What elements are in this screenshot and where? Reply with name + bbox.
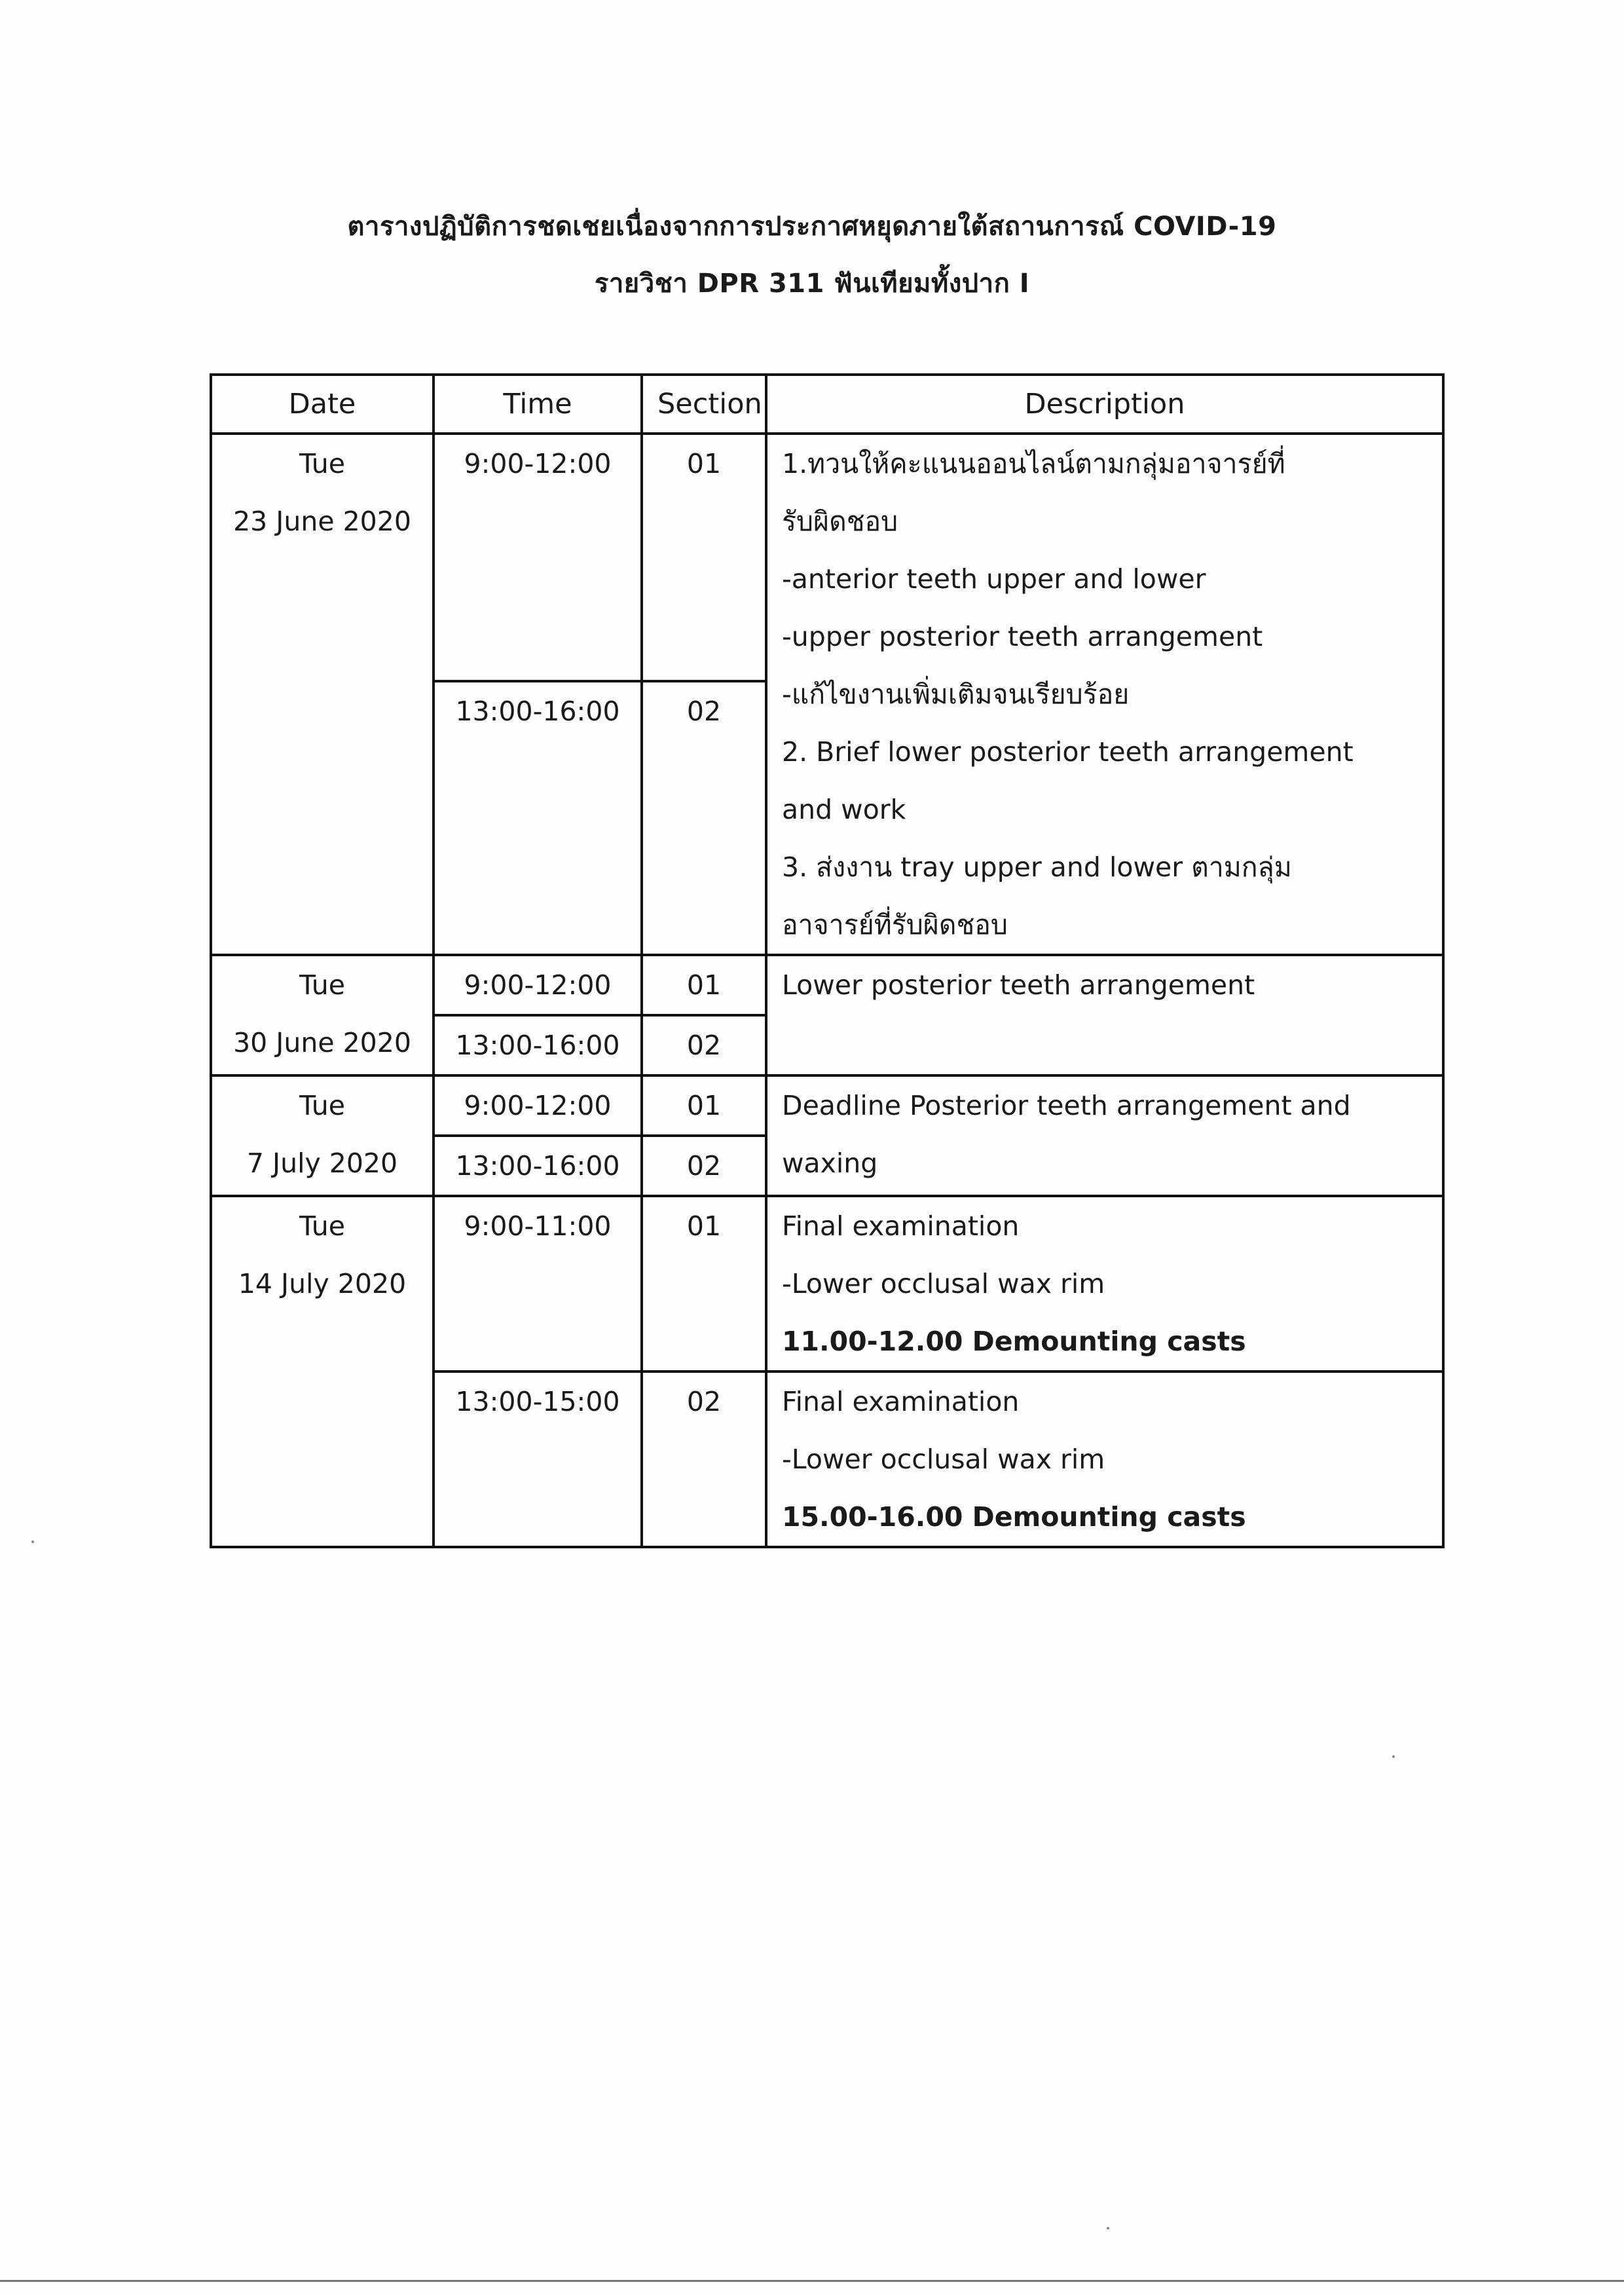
section-cell bbox=[642, 1075, 766, 1136]
time-label: 13:00-16:00 bbox=[455, 1030, 620, 1061]
header-date: Date bbox=[211, 375, 434, 434]
date-cell bbox=[211, 434, 434, 955]
date-cell bbox=[211, 1075, 434, 1196]
day-label: Tue bbox=[299, 1210, 346, 1242]
description-highlight: 11.00-12.00 Demounting casts bbox=[782, 1326, 1246, 1357]
date-label: 23 June 2020 bbox=[233, 506, 411, 537]
description-line: -แก้ไขงานเพิ่มเติมจนเรียบร้อย bbox=[782, 679, 1130, 710]
description-line: Lower posterior teeth arrangement bbox=[782, 969, 1255, 1001]
document-title: ตารางปฏิบัติการชดเชยเนื่องจากการประกาศหยุดภายใต้สถานการณ์ COVID-19 bbox=[347, 212, 1277, 242]
time-label: 9:00-12:00 bbox=[464, 448, 612, 479]
description-line: Deadline Posterior teeth arrangement and bbox=[782, 1090, 1351, 1121]
section-label: 01 bbox=[686, 1210, 722, 1242]
time-cell bbox=[434, 1196, 642, 1371]
table-row bbox=[211, 955, 1443, 1015]
description-line: 3. ส่งงาน tray upper and lower ตามกลุ่ม bbox=[782, 851, 1292, 883]
course-title: รายวิชา DPR 311 ฟันเทียมทั้งปาก I bbox=[594, 269, 1030, 299]
date-label: 30 June 2020 bbox=[233, 1027, 411, 1058]
section-cell bbox=[642, 1015, 766, 1075]
description-line: -upper posterior teeth arrangement bbox=[782, 621, 1263, 652]
description-cell bbox=[766, 1075, 1443, 1196]
table-row bbox=[211, 1196, 1443, 1371]
time-cell bbox=[434, 1075, 642, 1136]
description-line: Final examination bbox=[782, 1386, 1020, 1417]
section-label: 01 bbox=[686, 969, 722, 1001]
time-label: 13:00-16:00 bbox=[455, 1150, 620, 1182]
section-label: 02 bbox=[686, 1030, 722, 1061]
schedule-table bbox=[210, 373, 1445, 1548]
time-label: 13:00-15:00 bbox=[455, 1386, 620, 1417]
description-line: and work bbox=[782, 794, 906, 825]
time-cell bbox=[434, 434, 642, 681]
description-line: รับผิดชอบ bbox=[782, 506, 898, 537]
header-description: Description bbox=[766, 375, 1443, 434]
section-cell bbox=[642, 955, 766, 1015]
table-header-row bbox=[211, 375, 1443, 434]
day-label: Tue bbox=[299, 1090, 346, 1121]
time-cell bbox=[434, 1371, 642, 1547]
section-cell bbox=[642, 1371, 766, 1547]
day-label: Tue bbox=[299, 448, 346, 479]
description-line: -anterior teeth upper and lower bbox=[782, 563, 1206, 595]
description-line: 2. Brief lower posterior teeth arrangement bbox=[782, 736, 1354, 768]
time-cell bbox=[434, 955, 642, 1015]
section-label: 02 bbox=[686, 1386, 722, 1417]
scan-edge-line bbox=[0, 2280, 1624, 2282]
description-cell bbox=[766, 434, 1443, 955]
time-cell bbox=[434, 1015, 642, 1075]
description-line: -Lower occlusal wax rim bbox=[782, 1444, 1105, 1475]
date-cell bbox=[211, 955, 434, 1075]
time-label: 9:00-11:00 bbox=[464, 1210, 612, 1242]
scan-speck bbox=[31, 1540, 34, 1543]
section-label: 02 bbox=[686, 696, 722, 727]
section-label: 01 bbox=[686, 448, 722, 479]
description-line: 1.ทวนให้คะแนนออนไลน์ตามกลุ่มอาจารย์ที่ bbox=[782, 448, 1285, 479]
section-cell bbox=[642, 1136, 766, 1196]
date-label: 14 July 2020 bbox=[238, 1268, 407, 1299]
time-label: 9:00-12:00 bbox=[464, 969, 612, 1001]
section-label: 02 bbox=[686, 1150, 722, 1182]
description-cell bbox=[766, 1371, 1443, 1547]
scan-speck bbox=[1107, 2227, 1109, 2230]
description-highlight: 15.00-16.00 Demounting casts bbox=[782, 1501, 1246, 1533]
scan-speck bbox=[1392, 1755, 1395, 1758]
section-cell bbox=[642, 681, 766, 955]
description-line: waxing bbox=[782, 1148, 878, 1179]
header-time: Time bbox=[434, 375, 642, 434]
description-line: Final examination bbox=[782, 1210, 1020, 1242]
description-cell bbox=[766, 955, 1443, 1075]
header-section: Section bbox=[642, 375, 766, 434]
section-cell bbox=[642, 1196, 766, 1371]
time-label: 9:00-12:00 bbox=[464, 1090, 612, 1121]
time-label: 13:00-16:00 bbox=[455, 696, 620, 727]
date-label: 7 July 2020 bbox=[246, 1148, 398, 1179]
table-row bbox=[211, 1075, 1443, 1136]
day-label: Tue bbox=[299, 969, 346, 1001]
time-cell bbox=[434, 1136, 642, 1196]
section-cell bbox=[642, 434, 766, 681]
description-cell bbox=[766, 1196, 1443, 1371]
description-line: อาจารย์ที่รับผิดชอบ bbox=[782, 909, 1008, 941]
section-label: 01 bbox=[686, 1090, 722, 1121]
description-line: -Lower occlusal wax rim bbox=[782, 1268, 1105, 1299]
time-cell bbox=[434, 681, 642, 955]
date-cell bbox=[211, 1196, 434, 1547]
table-row bbox=[211, 434, 1443, 681]
